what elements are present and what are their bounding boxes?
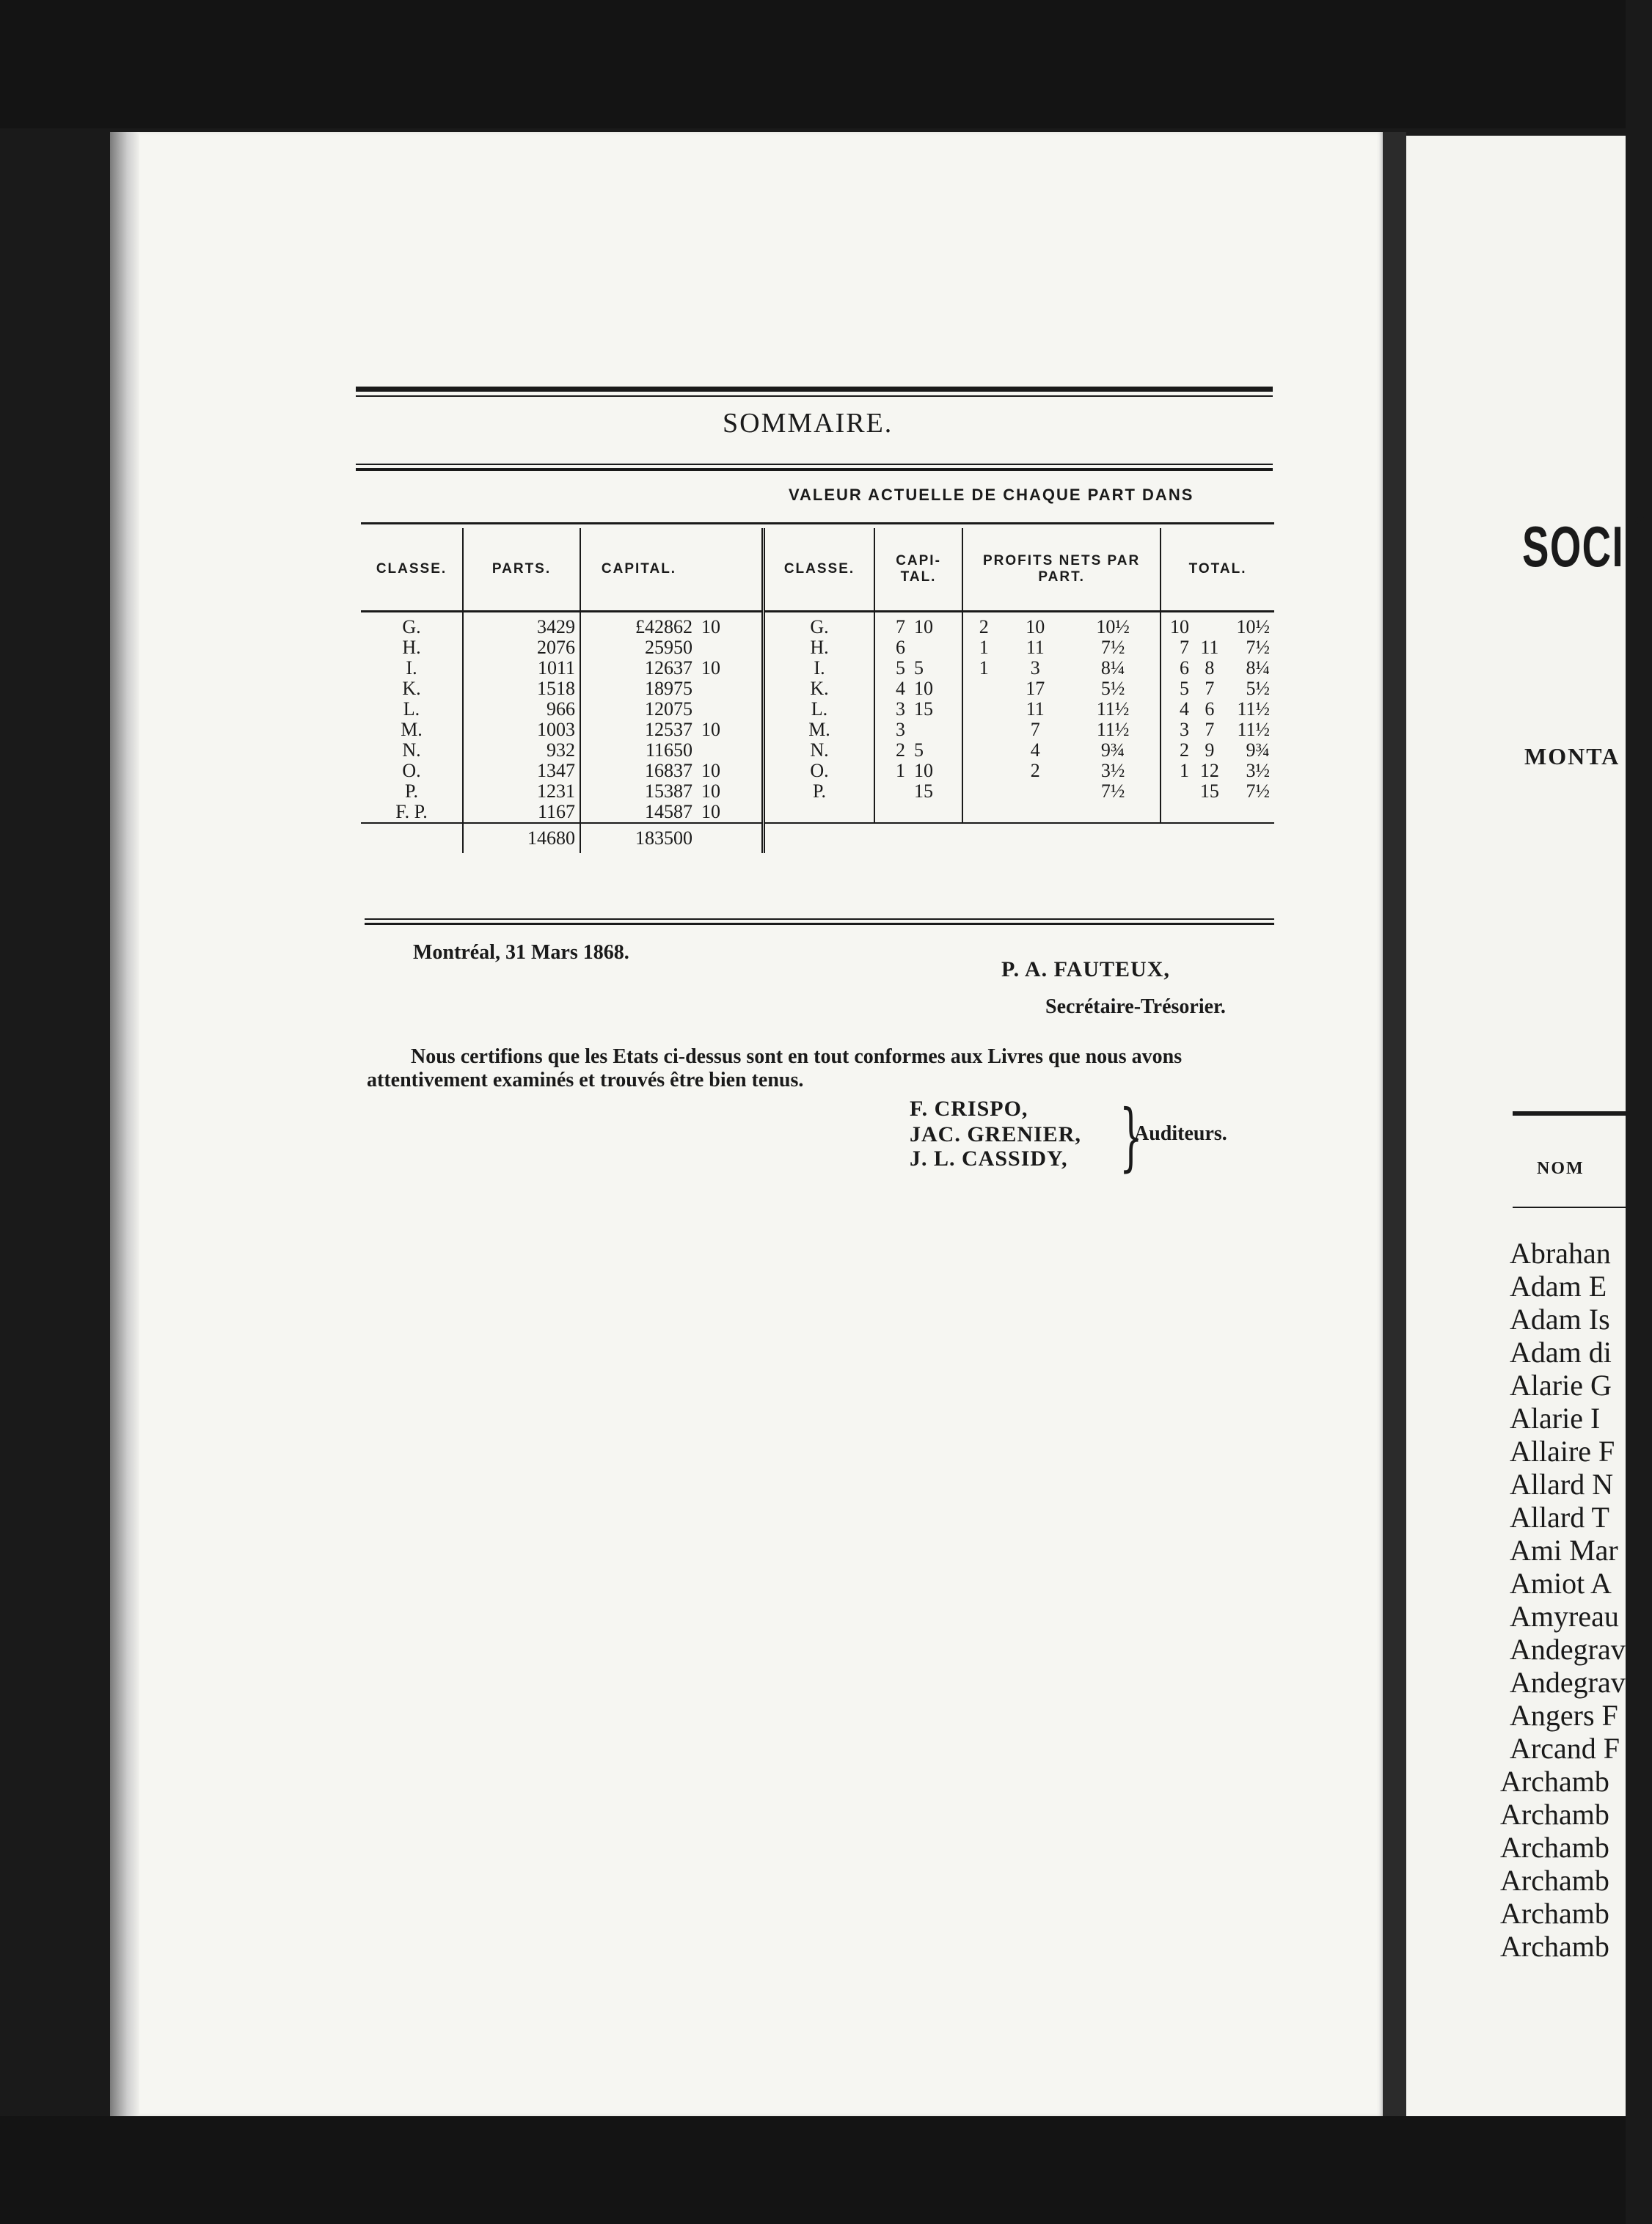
cell-profit-pounds <box>962 678 1004 699</box>
auditor-certification <box>367 1045 1291 1092</box>
cell-capital-shillings: 10 <box>697 761 764 781</box>
cell-profit-pence: 10½ <box>1066 612 1161 638</box>
col-header-capital-short: CAPI-TAL. <box>874 528 962 612</box>
cell-profit-shillings <box>1004 802 1066 823</box>
value-heading: VALEUR ACTUELLE DE CHAQUE PART DANS <box>789 486 1194 504</box>
cell-profit-pounds <box>962 720 1004 740</box>
cell-total-shillings: 9 <box>1205 739 1215 761</box>
list-item: Arcand F <box>1510 1732 1620 1765</box>
cell-parts: 3429 <box>463 612 580 638</box>
cell-profit-shillings: 17 <box>1026 678 1045 699</box>
cell-parts: 966 <box>463 699 580 720</box>
cell-profit-shillings: 2 <box>1030 760 1040 781</box>
cell-total-pence: 10½ <box>1236 616 1270 637</box>
cell-capital-pounds: 5 <box>896 657 906 678</box>
cell-total-pounds: 5 <box>1179 678 1189 699</box>
cell-total-shillings: 8 <box>1205 657 1215 678</box>
cell-parts: 1167 <box>463 802 580 823</box>
cell-capital-pounds: 1 <box>896 760 906 781</box>
cell-profit-pounds <box>962 802 1004 823</box>
cell-capital-pounds: 3 <box>896 698 906 720</box>
cell-capital-pounds <box>874 781 910 802</box>
right-page-title: SOCIÉ <box>1522 514 1652 579</box>
cell-total-pence: 5½ <box>1246 678 1270 699</box>
cell-total-pounds: 7 <box>1179 637 1189 658</box>
table-row <box>361 678 1274 699</box>
cell-profit-shillings: 10 <box>1026 616 1045 637</box>
cell-capital-shillings-2: 15 <box>910 781 962 802</box>
cell-capital-pounds: 7 <box>896 616 906 637</box>
cell-capital: 12537 <box>645 719 692 740</box>
list-item: Archamb <box>1500 1930 1609 1963</box>
cell-classe-2: K. <box>764 678 875 699</box>
list-item: Abrahan <box>1510 1237 1611 1270</box>
cell-profit-shillings <box>1004 781 1066 802</box>
cell-total-capital: 183500 <box>580 823 697 853</box>
cell-capital-shillings-2 <box>910 637 962 658</box>
right-page-rule-2 <box>1513 1207 1626 1208</box>
cell-parts: 1011 <box>463 658 580 678</box>
cell-classe-2: L. <box>764 699 875 720</box>
table-bottom-rule <box>365 918 1274 920</box>
cell-empty <box>697 823 764 853</box>
table-bottom-rule-thick <box>365 923 1274 925</box>
scanner-background-top <box>0 0 1626 128</box>
table-row <box>361 802 1274 823</box>
list-item: Andegrav <box>1510 1666 1626 1699</box>
list-item: Angers F <box>1510 1699 1618 1732</box>
list-item: Alarie G <box>1510 1369 1612 1402</box>
cell-classe: G. <box>361 612 463 638</box>
list-item: Adam di <box>1510 1336 1612 1369</box>
cell-profit-pounds: 2 <box>979 616 989 637</box>
cell-capital-shillings-2: 10 <box>910 678 962 699</box>
cell-capital-shillings-2 <box>910 802 962 823</box>
cell-total-shillings: 6 <box>1205 698 1215 720</box>
cell-capital-pounds <box>874 802 910 823</box>
list-item: Ami Mar <box>1510 1534 1618 1567</box>
table-row <box>361 637 1274 658</box>
cell-total-pence: 9¾ <box>1246 739 1270 761</box>
cell-total-shillings <box>1194 612 1226 638</box>
scanner-background-bottom <box>0 2116 1626 2224</box>
summary-heading: SOMMAIRE. <box>723 408 893 439</box>
list-item: Archamb <box>1500 1897 1609 1930</box>
cell-capital-pounds: 3 <box>896 719 906 740</box>
cell-capital-shillings <box>697 740 764 761</box>
cell-classe: K. <box>361 678 463 699</box>
cell-total-shillings: 11 <box>1200 637 1219 658</box>
heading-rule-bottom <box>356 464 1273 465</box>
cell-total-pence: 7½ <box>1246 637 1270 658</box>
cell-total-pounds <box>1161 781 1194 802</box>
list-item: Amyreau <box>1510 1600 1619 1633</box>
cell-profit-pounds <box>962 781 1004 802</box>
cell-profit-pence <box>1066 802 1161 823</box>
list-item: Alarie I <box>1510 1402 1601 1435</box>
cell-total-pounds: 6 <box>1179 657 1189 678</box>
cell-total-pounds: 10 <box>1169 616 1189 637</box>
table-row <box>361 658 1274 678</box>
cell-profit-pence: 5½ <box>1066 678 1161 699</box>
cell-capital-shillings-2 <box>910 720 962 740</box>
table-row <box>361 740 1274 761</box>
cell-classe-2 <box>764 802 875 823</box>
cell-profit-pence: 9¾ <box>1066 740 1161 761</box>
cell-capital-pounds: 6 <box>896 637 906 658</box>
cell-capital-shillings <box>697 637 764 658</box>
cell-capital: 25950 <box>645 637 692 658</box>
right-page-subtitle: MONTA <box>1524 743 1620 769</box>
cell-classe: M. <box>361 720 463 740</box>
list-item: Adam E <box>1510 1270 1607 1303</box>
cell-capital-pounds: 2 <box>896 739 906 761</box>
list-item: Archamb <box>1500 1864 1609 1897</box>
cell-capital-pounds: 4 <box>896 678 906 699</box>
report-date: Montréal, 31 Mars 1868. <box>413 941 629 964</box>
list-item: Allard T <box>1510 1501 1609 1534</box>
cell-capital-shillings-2: 10 <box>910 761 962 781</box>
col-header-profits: PROFITS NETS PAR PART. <box>962 528 1161 612</box>
table-header-row <box>361 528 1274 612</box>
cell-total-pence: 11½ <box>1237 719 1270 740</box>
auditors-label: Auditeurs. <box>1134 1122 1227 1145</box>
cell-profit-shillings: 4 <box>1030 739 1040 761</box>
book-gutter <box>1383 132 1406 2116</box>
cell-total-shillings: 12 <box>1199 760 1219 781</box>
cell-classe: N. <box>361 740 463 761</box>
cell-parts: 2076 <box>463 637 580 658</box>
cell-capital: 12637 <box>645 657 692 678</box>
cell-parts: 1231 <box>463 781 580 802</box>
list-item: Adam Is <box>1510 1303 1610 1336</box>
list-item: Allaire F <box>1510 1435 1615 1468</box>
cell-profit-pence: 7½ <box>1066 781 1161 802</box>
cell-classe: L. <box>361 699 463 720</box>
cell-total-shillings <box>1194 802 1226 823</box>
cell-profit-shillings: 7 <box>1030 719 1040 740</box>
cell-total-pence <box>1226 802 1274 823</box>
cell-total-pence: 3½ <box>1246 760 1270 781</box>
cell-parts: 932 <box>463 740 580 761</box>
cell-capital-shillings-2: 5 <box>910 740 962 761</box>
cell-capital: 12075 <box>645 698 692 720</box>
cell-profit-shillings: 11 <box>1026 637 1045 658</box>
list-item: Archamb <box>1500 1831 1609 1864</box>
cell-capital: 18975 <box>645 678 692 699</box>
auditor-name: F. CRISPO, <box>910 1097 1028 1121</box>
cell-total-pence: 7½ <box>1246 780 1270 802</box>
cell-profit-pence: 7½ <box>1066 637 1161 658</box>
list-item: Archamb <box>1500 1798 1609 1831</box>
cell-classe: I. <box>361 658 463 678</box>
auditor-name: J. L. CASSIDY, <box>910 1146 1068 1171</box>
cell-capital-shillings-2: 10 <box>910 612 962 638</box>
cell-capital-shillings <box>697 678 764 699</box>
cell-total-pounds: 2 <box>1179 739 1189 761</box>
cell-profit-pence: 3½ <box>1066 761 1161 781</box>
table-row <box>361 720 1274 740</box>
cell-capital-shillings <box>697 699 764 720</box>
auditor-name: JAC. GRENIER, <box>910 1122 1081 1146</box>
cell-total-pence: 11½ <box>1237 698 1270 720</box>
cell-classe-2: M. <box>764 720 875 740</box>
cell-capital-shillings-2: 15 <box>910 699 962 720</box>
col-header-classe-2: CLASSE. <box>764 528 875 612</box>
cell-classe-2: H. <box>764 637 875 658</box>
cell-capital: £42862 <box>635 616 692 637</box>
cell-total-shillings: 7 <box>1205 719 1215 740</box>
signatory-name: P. A. FAUTEUX, <box>1001 957 1170 981</box>
col-header-capital: CAPITAL. <box>580 528 697 612</box>
cell-empty <box>764 823 1275 853</box>
cell-capital-shillings-2: 5 <box>910 658 962 678</box>
cell-classe-2: P. <box>764 781 875 802</box>
cell-classe-2: O. <box>764 761 875 781</box>
heading-rule-top <box>356 387 1273 392</box>
cell-total-pounds <box>1161 802 1194 823</box>
cell-classe: P. <box>361 781 463 802</box>
brace-icon: } <box>1119 1094 1143 1179</box>
table-row <box>361 781 1274 802</box>
cell-parts: 1003 <box>463 720 580 740</box>
cell-total-pounds: 4 <box>1179 698 1189 720</box>
cell-profit-shillings: 11 <box>1026 698 1045 720</box>
cell-parts: 1518 <box>463 678 580 699</box>
list-item: Allard N <box>1510 1468 1614 1501</box>
cell-capital: 16837 <box>645 760 692 781</box>
certification-text: Nous certifions que les Etats ci-dessus sont en tout conformes aux Livres que nous avons attentivement examinés et trouvés être bien tenus. <box>367 1045 1183 1091</box>
cell-profit-pence: 11½ <box>1066 699 1161 720</box>
signatory-title: Secrétaire-Trésorier. <box>1045 995 1226 1018</box>
cell-profit-pounds: 1 <box>979 637 989 658</box>
right-page-rule <box>1513 1111 1626 1116</box>
table-row <box>361 699 1274 720</box>
list-item: Archamb <box>1500 1765 1609 1798</box>
table-row <box>361 761 1274 781</box>
cell-classe-2: I. <box>764 658 875 678</box>
cell-profit-pence: 8¼ <box>1066 658 1161 678</box>
summary-table <box>361 528 1274 853</box>
cell-total-pounds: 1 <box>1179 760 1189 781</box>
cell-total-pence: 8¼ <box>1246 657 1270 678</box>
col-header-classe: CLASSE. <box>361 528 463 612</box>
cell-classe-2: N. <box>764 740 875 761</box>
cell-parts: 1347 <box>463 761 580 781</box>
cell-total-shillings: 15 <box>1199 780 1219 802</box>
cell-classe: O. <box>361 761 463 781</box>
cell-empty <box>361 823 463 853</box>
cell-profit-pounds <box>962 761 1004 781</box>
cell-capital-shillings: 10 <box>697 781 764 802</box>
cell-classe: H. <box>361 637 463 658</box>
heading-rule-top-thin <box>356 395 1273 397</box>
cell-profit-pounds: 1 <box>979 657 989 678</box>
cell-capital-shillings: 10 <box>697 612 764 638</box>
cell-total-parts: 14680 <box>463 823 580 853</box>
cell-total-shillings: 7 <box>1205 678 1215 699</box>
cell-profit-shillings: 3 <box>1030 657 1040 678</box>
cell-capital: 14587 <box>645 801 692 822</box>
cell-classe: F. P. <box>361 802 463 823</box>
right-page-column-head: NOM <box>1537 1159 1585 1178</box>
list-item: Amiot A <box>1510 1567 1612 1600</box>
cell-profit-pounds <box>962 740 1004 761</box>
table-top-rule <box>361 522 1274 524</box>
cell-capital: 15387 <box>645 780 692 802</box>
table-row <box>361 612 1274 638</box>
cell-total-pounds: 3 <box>1179 719 1189 740</box>
cell-profit-pounds <box>962 699 1004 720</box>
cell-capital-shillings: 10 <box>697 658 764 678</box>
cell-capital-shillings: 10 <box>697 802 764 823</box>
table-total-row <box>361 823 1274 853</box>
cell-capital: 11650 <box>645 739 692 761</box>
page-edge-shadow <box>110 132 139 2116</box>
heading-rule-bottom-thick <box>356 468 1273 471</box>
col-header-parts: PARTS. <box>463 528 580 612</box>
cell-capital-shillings: 10 <box>697 720 764 740</box>
cell-profit-pence: 11½ <box>1066 720 1161 740</box>
col-header-total: TOTAL. <box>1161 528 1274 612</box>
cell-classe-2: G. <box>764 612 875 638</box>
list-item: Andegrav <box>1510 1633 1626 1666</box>
